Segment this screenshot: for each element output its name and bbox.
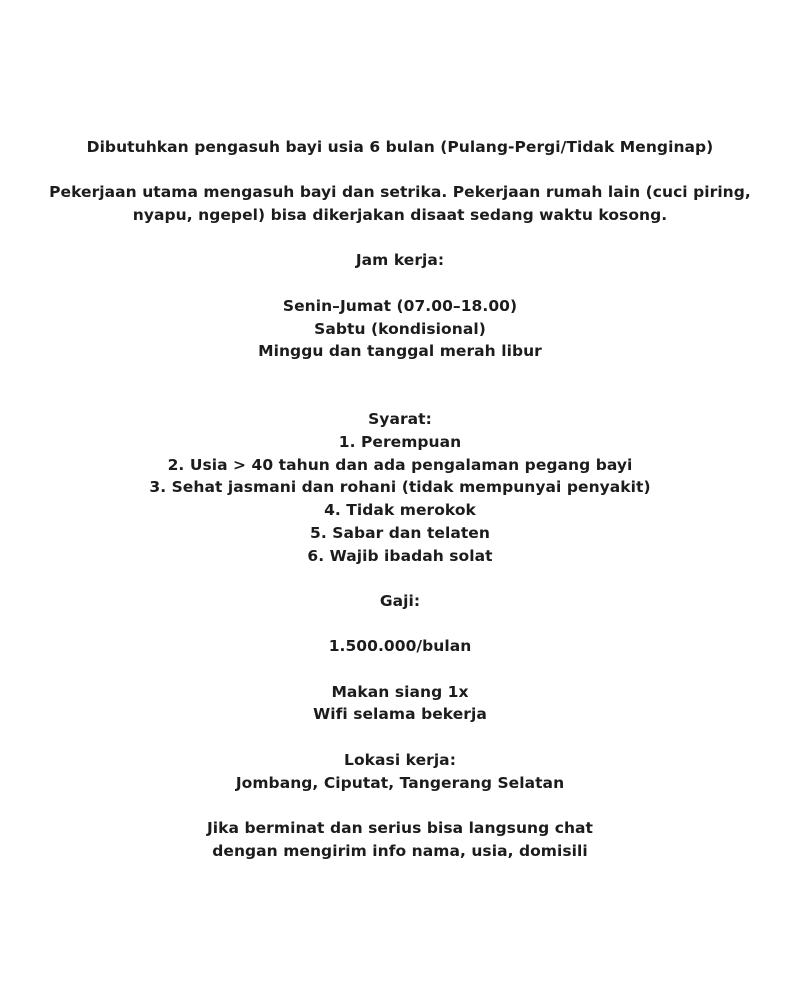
description-line-2: nyapu, ngepel) bisa dikerjakan disaat sedang waktu kosong. — [132, 206, 668, 225]
benefit-item: Wifi selama bekerja — [313, 705, 487, 724]
work-hours-heading: Jam kerja: — [355, 251, 445, 270]
spacer — [0, 794, 800, 817]
spacer — [0, 227, 800, 250]
schedule-item: Sabtu (kondisional) — [314, 319, 486, 338]
spacer — [0, 726, 800, 749]
location-places: Jombang, Ciputat, Tangerang Selatan — [235, 773, 565, 792]
requirement-item: 5. Sabar dan telaten — [310, 523, 490, 542]
contact-line-2: dengan mengirim info nama, usia, domisili — [212, 841, 588, 860]
headline: Dibutuhkan pengasuh bayi usia 6 bulan (Pulang-Pergi/Tidak Menginap) — [86, 138, 714, 156]
requirement-item: 4. Tidak merokok — [324, 501, 476, 520]
job-flyer — [0, 136, 800, 862]
requirements-heading: Syarat: — [368, 410, 432, 429]
contact-line-1: Jika berminat dan serius bisa langsung chat — [206, 818, 594, 837]
spacer — [0, 567, 800, 590]
requirement-item: 2. Usia > 40 tahun dan ada pengalaman pegang bayi — [167, 455, 633, 474]
spacer — [0, 159, 800, 182]
salary-heading: Gaji: — [379, 591, 421, 610]
requirement-item: 6. Wajib ibadah solat — [307, 546, 493, 565]
spacer — [0, 658, 800, 681]
schedule-item: Senin–Jumat (07.00–18.00) — [282, 296, 518, 315]
salary-amount: 1.500.000/bulan — [328, 637, 472, 656]
description-line-1: Pekerjaan utama mengasuh bayi dan setrika. Pekerjaan rumah lain (cuci piring, — [49, 183, 751, 202]
spacer — [0, 613, 800, 636]
benefit-item: Makan siang 1x — [331, 682, 469, 701]
requirement-item: 1. Perempuan — [338, 433, 462, 452]
spacer — [0, 272, 800, 295]
schedule-item: Minggu dan tanggal merah libur — [258, 342, 542, 361]
requirement-item: 3. Sehat jasmani dan rohani (tidak mempunyai penyakit) — [149, 478, 651, 497]
location-heading: Lokasi kerja: — [344, 750, 456, 769]
spacer — [0, 363, 800, 408]
